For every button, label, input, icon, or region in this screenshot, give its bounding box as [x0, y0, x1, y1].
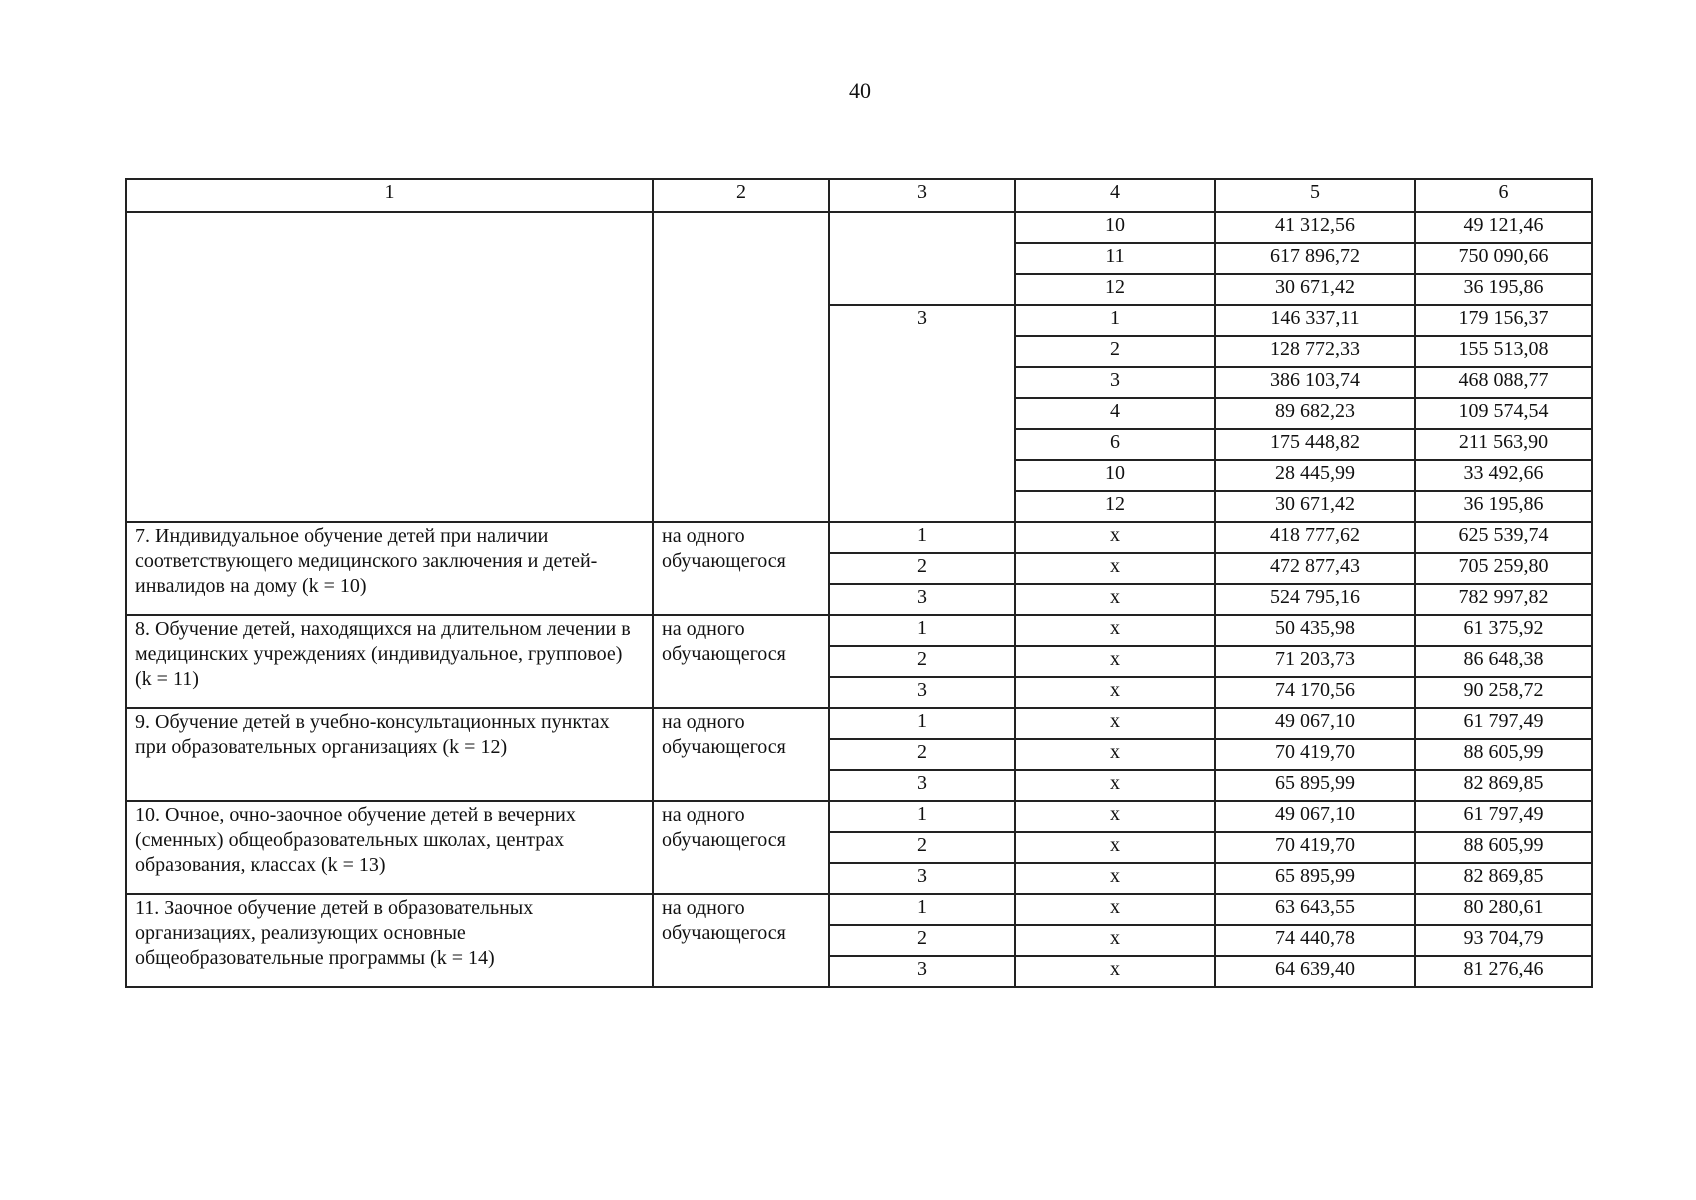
value-cell: 418 777,62 — [1215, 522, 1415, 553]
code-cell: х — [1015, 863, 1215, 894]
table-row — [126, 522, 1592, 553]
group-label-cell: 1 — [829, 708, 1015, 739]
value-cell: 71 203,73 — [1215, 646, 1415, 677]
value-cell: 74 440,78 — [1215, 925, 1415, 956]
value-cell: 89 682,23 — [1215, 398, 1415, 429]
header-cell: 4 — [1015, 179, 1215, 212]
value-cell: 86 648,38 — [1415, 646, 1592, 677]
value-cell: 61 375,92 — [1415, 615, 1592, 646]
group-label-cell: 3 — [829, 770, 1015, 801]
value-cell: 472 877,43 — [1215, 553, 1415, 584]
value-cell: 61 797,49 — [1415, 801, 1592, 832]
value-cell: 524 795,16 — [1215, 584, 1415, 615]
header-cell: 6 — [1415, 179, 1592, 212]
code-cell: х — [1015, 584, 1215, 615]
value-cell: 70 419,70 — [1215, 739, 1415, 770]
group-label-cell: 2 — [829, 925, 1015, 956]
value-cell: 33 492,66 — [1415, 460, 1592, 491]
value-cell: 50 435,98 — [1215, 615, 1415, 646]
group-label-cell: 1 — [829, 522, 1015, 553]
code-cell: х — [1015, 522, 1215, 553]
group-label-cell: 1 — [829, 615, 1015, 646]
value-cell: 175 448,82 — [1215, 429, 1415, 460]
value-cell: 211 563,90 — [1415, 429, 1592, 460]
value-cell: 109 574,54 — [1415, 398, 1592, 429]
code-cell: 10 — [1015, 460, 1215, 491]
group-label-cell: 3 — [829, 584, 1015, 615]
group-label-cell: 3 — [829, 863, 1015, 894]
value-cell: 74 170,56 — [1215, 677, 1415, 708]
continued-group-cell — [829, 212, 1015, 305]
value-cell: 41 312,56 — [1215, 212, 1415, 243]
code-cell: х — [1015, 677, 1215, 708]
value-cell: 146 337,11 — [1215, 305, 1415, 336]
value-cell: 617 896,72 — [1215, 243, 1415, 274]
value-cell: 28 445,99 — [1215, 460, 1415, 491]
value-cell: 36 195,86 — [1415, 274, 1592, 305]
code-cell: х — [1015, 894, 1215, 925]
section-name-cell: 7. Индивидуальное обучение детей при наличии соответствующего медицинского заключения и детей-инвалидов на дому (k = 10) — [126, 522, 653, 615]
code-cell: х — [1015, 615, 1215, 646]
value-cell: 93 704,79 — [1415, 925, 1592, 956]
group-label-cell: 2 — [829, 739, 1015, 770]
value-cell: 155 513,08 — [1415, 336, 1592, 367]
header-row — [126, 179, 1592, 212]
continued-unit-cell — [653, 212, 829, 522]
section-name-cell: 11. Заочное обучение детей в образовательных организациях, реализующих основные общеобразовательные программы (k = 14) — [126, 894, 653, 987]
code-cell: х — [1015, 553, 1215, 584]
code-cell: х — [1015, 925, 1215, 956]
code-cell: 11 — [1015, 243, 1215, 274]
section-name-cell: 8. Обучение детей, находящихся на длительном лечении в медицинских учреждениях (индивидуальное, групповое) (k = 11) — [126, 615, 653, 708]
value-cell: 128 772,33 — [1215, 336, 1415, 367]
value-cell: 625 539,74 — [1415, 522, 1592, 553]
value-cell: 36 195,86 — [1415, 491, 1592, 522]
code-cell: х — [1015, 770, 1215, 801]
value-cell: 782 997,82 — [1415, 584, 1592, 615]
section-name-cell: 9. Обучение детей в учебно-консультационных пунктах при образовательных организациях (k = 12) — [126, 708, 653, 801]
code-cell: 4 — [1015, 398, 1215, 429]
value-cell: 30 671,42 — [1215, 274, 1415, 305]
tariff-table — [125, 178, 1593, 988]
value-cell: 386 103,74 — [1215, 367, 1415, 398]
table-row — [126, 615, 1592, 646]
code-cell: х — [1015, 956, 1215, 987]
value-cell: 88 605,99 — [1415, 832, 1592, 863]
header-cell: 5 — [1215, 179, 1415, 212]
header-cell: 3 — [829, 179, 1015, 212]
value-cell: 705 259,80 — [1415, 553, 1592, 584]
code-cell: 6 — [1015, 429, 1215, 460]
group-label-cell: 3 — [829, 305, 1015, 522]
value-cell: 63 643,55 — [1215, 894, 1415, 925]
value-cell: 80 280,61 — [1415, 894, 1592, 925]
page-number: 40 — [849, 78, 871, 103]
table-row — [126, 894, 1592, 925]
table-body — [126, 179, 1592, 987]
continued-name-cell — [126, 212, 653, 522]
value-cell: 82 869,85 — [1415, 770, 1592, 801]
code-cell: х — [1015, 646, 1215, 677]
group-label-cell: 2 — [829, 646, 1015, 677]
section-unit-cell: на одного обучающегося — [653, 708, 829, 801]
value-cell: 65 895,99 — [1215, 863, 1415, 894]
table-row — [126, 212, 1592, 243]
value-cell: 179 156,37 — [1415, 305, 1592, 336]
value-cell: 82 869,85 — [1415, 863, 1592, 894]
value-cell: 70 419,70 — [1215, 832, 1415, 863]
code-cell: 2 — [1015, 336, 1215, 367]
section-name-cell: 10. Очное, очно-заочное обучение детей в вечерних (сменных) общеобразовательных школах, центрах образования, классах (k = 13) — [126, 801, 653, 894]
value-cell: 61 797,49 — [1415, 708, 1592, 739]
code-cell: 1 — [1015, 305, 1215, 336]
value-cell: 49 067,10 — [1215, 708, 1415, 739]
header-cell: 2 — [653, 179, 829, 212]
code-cell: х — [1015, 832, 1215, 863]
header-cell: 1 — [126, 179, 653, 212]
group-label-cell: 1 — [829, 894, 1015, 925]
group-label-cell: 1 — [829, 801, 1015, 832]
code-cell: 12 — [1015, 274, 1215, 305]
table-row — [126, 801, 1592, 832]
value-cell: 468 088,77 — [1415, 367, 1592, 398]
section-unit-cell: на одного обучающегося — [653, 801, 829, 894]
value-cell: 64 639,40 — [1215, 956, 1415, 987]
section-unit-cell: на одного обучающегося — [653, 522, 829, 615]
code-cell: 10 — [1015, 212, 1215, 243]
table-row — [126, 708, 1592, 739]
value-cell: 65 895,99 — [1215, 770, 1415, 801]
value-cell: 49 067,10 — [1215, 801, 1415, 832]
value-cell: 750 090,66 — [1415, 243, 1592, 274]
section-unit-cell: на одного обучающегося — [653, 615, 829, 708]
group-label-cell: 3 — [829, 956, 1015, 987]
group-label-cell: 3 — [829, 677, 1015, 708]
group-label-cell: 2 — [829, 553, 1015, 584]
code-cell: 3 — [1015, 367, 1215, 398]
section-unit-cell: на одного обучающегося — [653, 894, 829, 987]
code-cell: х — [1015, 801, 1215, 832]
code-cell: х — [1015, 739, 1215, 770]
value-cell: 30 671,42 — [1215, 491, 1415, 522]
code-cell: 12 — [1015, 491, 1215, 522]
value-cell: 90 258,72 — [1415, 677, 1592, 708]
value-cell: 88 605,99 — [1415, 739, 1592, 770]
value-cell: 49 121,46 — [1415, 212, 1592, 243]
group-label-cell: 2 — [829, 832, 1015, 863]
code-cell: х — [1015, 708, 1215, 739]
value-cell: 81 276,46 — [1415, 956, 1592, 987]
